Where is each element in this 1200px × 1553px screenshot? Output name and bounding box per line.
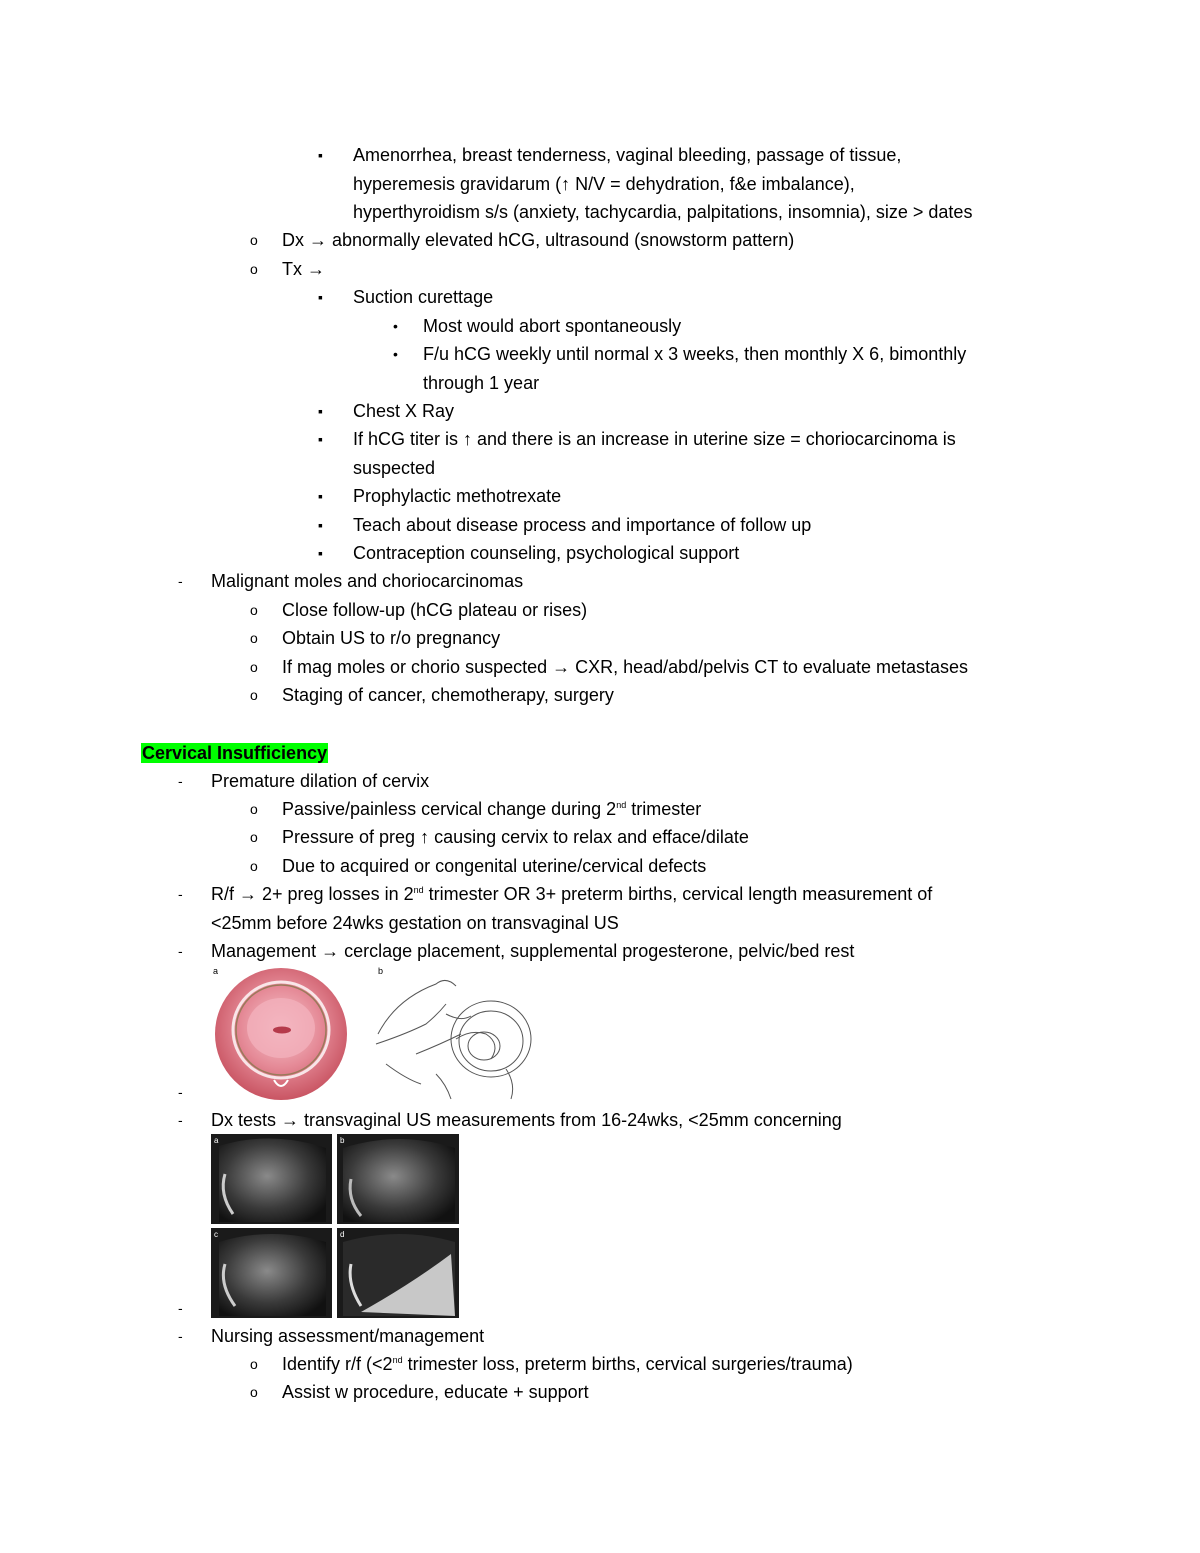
section-heading: Cervical Insufficiency (142, 743, 328, 763)
text-line: Identify r/f (<2nd trimester loss, preterm births, cervical surgeries/trauma) (282, 1354, 853, 1374)
text-line: Teach about disease process and importance of follow up (353, 515, 812, 535)
us-panel-a (211, 1134, 332, 1224)
dash-bullet: - (178, 886, 183, 902)
text-line: Pressure of preg ↑ causing cervix to relax and efface/dilate (282, 827, 749, 847)
text-line: Dx tests → transvaginal US measurements from 16-24wks, <25mm concerning (211, 1110, 842, 1130)
text-line: Assist w procedure, educate + support (282, 1382, 589, 1402)
text-line: suspected (353, 458, 436, 478)
dash-bullet: - (178, 1300, 183, 1316)
circle-bullet: o (250, 1384, 258, 1400)
panel-label-d: d (340, 1230, 345, 1239)
panel-label-a: a (214, 1136, 219, 1145)
text-line: F/u hCG weekly until normal x 3 weeks, then monthly X 6, bimonthly (423, 344, 967, 364)
dash-bullet: - (178, 1328, 183, 1344)
circle-bullet: o (250, 602, 258, 618)
text-line: hyperemesis gravidarum (↑ N/V = dehydration, f&e imbalance), (353, 174, 855, 194)
text-line: Premature dilation of cervix (211, 771, 430, 791)
text-line: Suction curettage (353, 287, 494, 307)
round-bullet: • (393, 318, 398, 334)
text-line: Nursing assessment/management (211, 1326, 485, 1346)
circle-bullet: o (250, 261, 258, 277)
square-bullet: ▪ (318, 517, 323, 533)
circle-bullet: o (250, 829, 258, 845)
dash-bullet: - (178, 1084, 183, 1100)
circle-bullet: o (250, 1356, 258, 1372)
circle-bullet: o (250, 687, 258, 703)
text-line: R/f → 2+ preg losses in 2nd trimester OR 3+ preterm births, cervical length measurement of (211, 884, 933, 904)
text-line: through 1 year (423, 373, 540, 393)
square-bullet: ▪ (318, 403, 323, 419)
panel-label-b: b (378, 966, 384, 976)
square-bullet: ▪ (318, 488, 323, 504)
cerclage-figure (206, 964, 546, 1104)
circle-bullet: o (250, 630, 258, 646)
us-panel-d (337, 1228, 459, 1318)
circle-bullet: o (250, 801, 258, 817)
us-panel-c (211, 1228, 332, 1318)
cerclage-diagram (376, 980, 531, 1099)
square-bullet: ▪ (318, 289, 323, 305)
dash-bullet: - (178, 773, 183, 789)
text-line: Passive/painless cervical change during 2nd trimester (282, 799, 702, 819)
text-line: Chest X Ray (353, 401, 455, 421)
text-line: Contraception counseling, psychological support (353, 543, 740, 563)
text-line: Management → cerclage placement, supplemental progesterone, pelvic/bed rest (211, 941, 855, 961)
text-line: Prophylactic methotrexate (353, 486, 562, 506)
text-line: Amenorrhea, breast tenderness, vaginal bleeding, passage of tissue, (353, 145, 902, 165)
text-line: Obtain US to r/o pregnancy (282, 628, 501, 648)
circle-bullet: o (250, 858, 258, 874)
us-panel-b (337, 1134, 459, 1224)
circle-bullet: o (250, 659, 258, 675)
text-line: Staging of cancer, chemotherapy, surgery (282, 685, 614, 705)
square-bullet: ▪ (318, 147, 323, 163)
text-line: Due to acquired or congenital uterine/cervical defects (282, 856, 707, 876)
square-bullet: ▪ (318, 431, 323, 447)
square-bullet: ▪ (318, 545, 323, 561)
ultrasound-figure (211, 1134, 459, 1318)
dash-bullet: - (178, 1112, 183, 1128)
text-line: Dx → abnormally elevated hCG, ultrasound (snowstorm pattern) (282, 230, 795, 250)
panel-label-b: b (340, 1136, 345, 1145)
text-line: If hCG titer is ↑ and there is an increase in uterine size = choriocarcinoma is (353, 429, 956, 449)
panel-label-c: c (214, 1230, 218, 1239)
dash-bullet: - (178, 943, 183, 959)
text-line: hyperthyroidism s/s (anxiety, tachycardia, palpitations, insomnia), size > dates (353, 202, 973, 222)
text-line: Malignant moles and choriocarcinomas (211, 571, 524, 591)
circle-bullet: o (250, 232, 258, 248)
round-bullet: • (393, 346, 398, 362)
text-line: Close follow-up (hCG plateau or rises) (282, 600, 588, 620)
text-line: Tx → (282, 259, 325, 279)
panel-label-a: a (213, 966, 219, 976)
text-line: Most would abort spontaneously (423, 316, 682, 336)
text-line: If mag moles or chorio suspected → CXR, head/abd/pelvis CT to evaluate metastases (282, 657, 969, 677)
text-line: <25mm before 24wks gestation on transvaginal US (211, 913, 619, 933)
dash-bullet: - (178, 573, 183, 589)
